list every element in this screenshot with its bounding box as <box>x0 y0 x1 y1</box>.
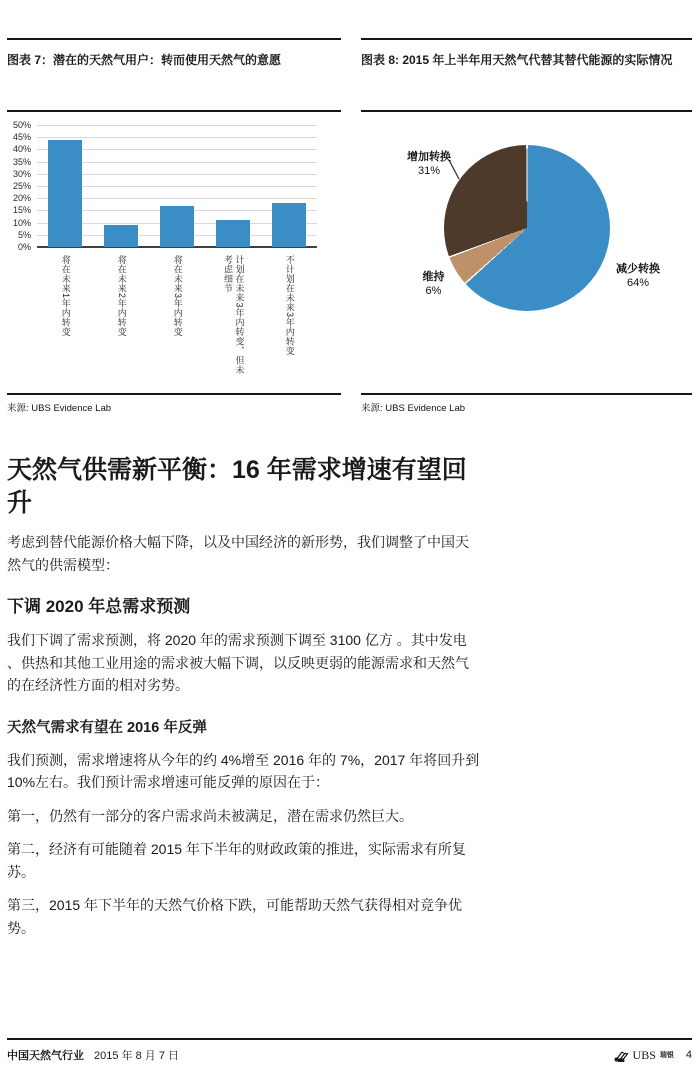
y-tick-label: 5% <box>17 229 31 240</box>
x-category-cell <box>261 255 317 356</box>
figure-7-header <box>7 38 341 112</box>
footer-right <box>614 1048 692 1063</box>
paragraph: 我们下调了需求预测，将 2020 年的需求预测下调至 3100 亿方 。其中发电 、供热和其他工业用途的需求被大幅下调，以反映更弱的能源需求和天然气的在经济性方面的相对劣势。 <box>7 632 469 693</box>
pie-slice-value: 64% <box>626 277 650 289</box>
x-category-label: 不计划在未来3年内转变 <box>284 255 295 356</box>
paragraph: 第二，经济有可能随着 2015 年下半年的财政政策的推进，实际需求有所复苏。 <box>7 841 466 880</box>
y-tick-label: 40% <box>12 144 31 155</box>
y-tick-label: 15% <box>12 205 31 216</box>
subsection-heading: 下调 2020 年总需求预测 <box>7 597 191 616</box>
y-tick-label: 30% <box>12 168 31 179</box>
section-heading: 天然气供需新平衡：16 年需求增速有望回升 <box>7 456 467 517</box>
pie-slice-name: 维持 <box>422 271 445 283</box>
page-number: 4 <box>685 1049 692 1061</box>
ubs-wordmark: UBS <box>632 1047 656 1062</box>
pie-slice-value: 6% <box>425 285 442 297</box>
article <box>7 454 481 939</box>
pie-slice-value: 31% <box>417 165 441 177</box>
bar <box>216 220 250 247</box>
x-category-label: 将在未来2年内转变 <box>116 255 127 337</box>
pie-label-increase <box>383 150 475 178</box>
ubs-chinese-name: 瑞银 <box>659 1052 674 1059</box>
bar-x-labels <box>37 247 317 387</box>
y-tick-label: 10% <box>12 217 31 228</box>
pie-chart <box>361 112 692 395</box>
figure-8 <box>361 38 692 414</box>
charts-row <box>7 38 692 414</box>
figure-8-source: 来源: UBS Evidence Lab <box>361 403 466 414</box>
y-tick-label: 0% <box>17 242 31 252</box>
footer-report-title: 中国天然气行业 <box>7 1050 84 1062</box>
ubs-keys-logo-icon <box>614 1049 629 1062</box>
pie-label-maintain <box>401 270 466 298</box>
gridline <box>37 137 317 138</box>
bar-y-axis <box>7 120 34 252</box>
y-tick-label: 45% <box>12 132 31 143</box>
y-tick-label: 25% <box>12 181 31 191</box>
bar <box>160 206 194 247</box>
pie-label-decrease <box>598 262 678 290</box>
bar <box>104 225 138 247</box>
x-category-cell <box>205 255 261 379</box>
y-tick-label: 50% <box>12 120 31 130</box>
x-category-label: 将在未来3年内转变 <box>172 255 183 337</box>
x-category-cell <box>37 255 93 337</box>
figure-8-header <box>361 38 692 112</box>
figure-7-source: 来源: UBS Evidence Lab <box>7 403 112 414</box>
x-category-cell <box>149 255 205 337</box>
footer-date: 2015 年 8 月 7 日 <box>94 1050 179 1062</box>
bar <box>272 203 306 247</box>
page-footer <box>7 1038 692 1063</box>
figure-8-title: 图表 8: 2015 年上半年用天然气代替其替代能源的实际情况 <box>361 53 673 67</box>
y-tick-label: 20% <box>12 193 31 204</box>
bar <box>48 140 82 247</box>
bar-plot <box>37 125 317 247</box>
subsection-heading: 天然气需求有望在 2016 年反弹 <box>7 719 207 736</box>
y-tick-label: 35% <box>12 156 31 167</box>
x-category-cell <box>93 255 149 337</box>
x-category-label: 将在未来1年内转变 <box>60 255 71 337</box>
pie-slice-name: 增加转换 <box>407 151 451 163</box>
pie-slice-name: 减少转换 <box>616 263 660 275</box>
x-category-label: 计划在未来3年内转变，但未考虑细节 <box>223 255 245 375</box>
bar-chart <box>7 112 341 395</box>
gridline <box>37 125 317 126</box>
paragraph: 考虑到替代能源价格大幅下降，以及中国经济的新形势，我们调整了中国天然气的供需模型： <box>7 534 469 573</box>
footer-left <box>7 1047 179 1063</box>
paragraph: 我们预测，需求增速将从今年的约 4%增至 2016 年的 7%，2017 年将回升到 10%左右。我们预计需求增速可能反弹的原因在于： <box>7 751 480 790</box>
paragraph: 第一，仍然有一部分的客户需求尚未被满足，潜在需求仍然巨大。 <box>7 807 413 824</box>
figure-7-title: 图表 7：潜在的天然气用户：转而使用天然气的意愿 <box>7 53 282 67</box>
paragraph: 第三，2015 年下半年的天然气价格下跌，可能帮助天然气获得相对竞争优势。 <box>7 897 463 936</box>
figure-7 <box>7 38 341 414</box>
